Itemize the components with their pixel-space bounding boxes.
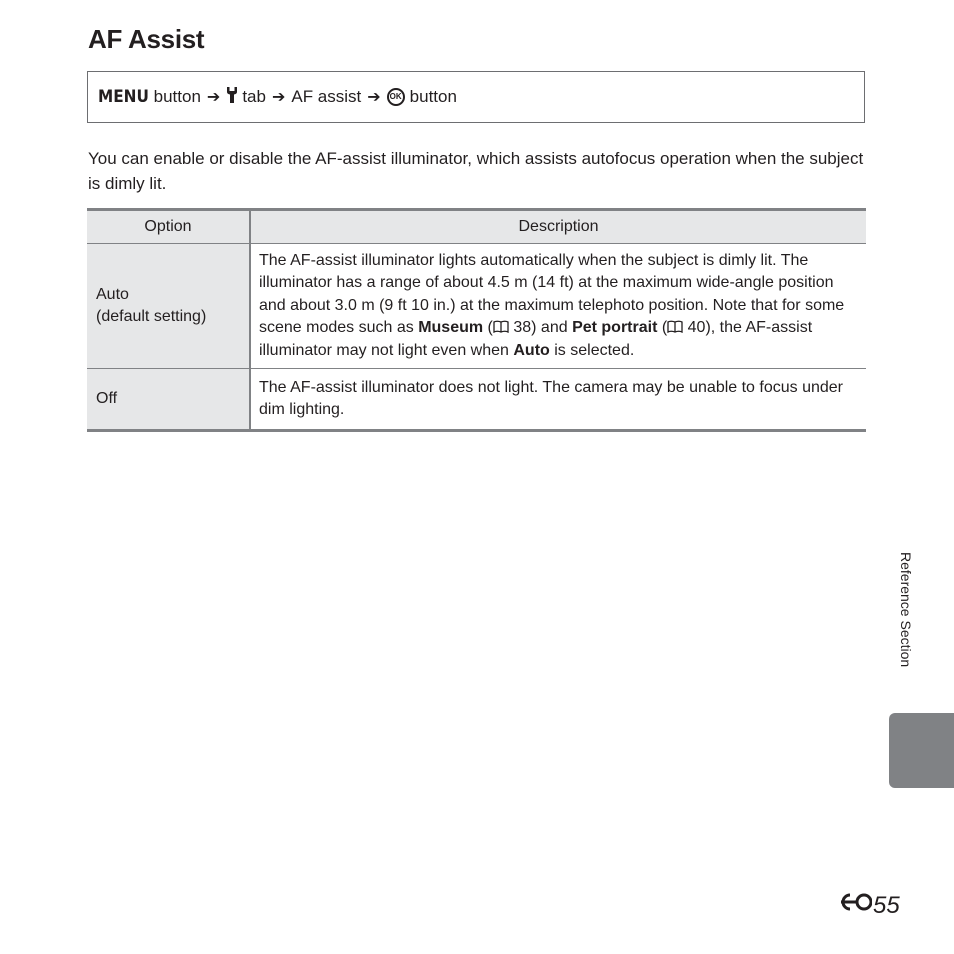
description-cell: The AF-assist illuminator lights automatically when the subject is dimly lit. The illuminator has a range of about 4.5 m (14 ft) at the maximum wide-angle position and about 3.0 m (9 ft 10 in.) at the maximum telephoto position. Note that for some scene modes such as Museum ( 38) and Pet portrait ( 40), the AF-assist illuminator may not light even when Auto is selected. <box>250 244 866 369</box>
desc-ref-page: 40 <box>687 319 706 337</box>
desc-text: is selected. <box>549 341 635 359</box>
book-reference-icon <box>493 319 509 336</box>
option-cell <box>87 369 250 431</box>
desc-bold-auto: Auto <box>513 341 550 359</box>
nav-button-text: button <box>153 87 201 106</box>
table-row <box>87 369 866 431</box>
option-cell <box>87 244 250 369</box>
desc-text: ) and <box>531 319 573 337</box>
wrench-tab-icon <box>226 86 238 109</box>
e-reference-icon <box>838 891 872 920</box>
table-row <box>87 244 866 369</box>
description-cell: The AF-assist illuminator does not light. The camera may be unable to focus under dim lighting. <box>250 369 866 431</box>
desc-text: ), the AF-assist illuminator may not light even when <box>259 319 813 359</box>
intro-paragraph: You can enable or disable the AF-assist illuminator, which assists autofocus operation when the subject is dimly lit. <box>88 149 864 193</box>
page-number-value: 55 <box>873 891 900 919</box>
nav-item-text: AF assist <box>291 87 362 106</box>
ok-button-icon: OK <box>387 88 405 106</box>
nav-button-text-2: button <box>409 87 457 106</box>
nav-tab-text: tab <box>242 87 266 106</box>
desc-bold-pet-portrait: Pet portrait <box>572 319 658 337</box>
right-arrow-icon: ➔ <box>206 89 221 106</box>
menu-navigation-path <box>87 71 865 123</box>
options-table <box>87 208 866 432</box>
option-name: Auto <box>96 285 129 303</box>
option-name: Off <box>96 389 118 407</box>
section-side-label: Reference Section <box>898 552 914 668</box>
page-number <box>838 891 900 920</box>
desc-text: The AF-assist illuminator lights automatically when the subject is dimly lit. The illuminator has a range of about 4.5 m (14 ft) at the maximum wide-angle position and about 3.0 m (9 ft 10 in.) at the maximum telephoto position. Note that for some scene modes such as <box>259 251 845 337</box>
book-reference-icon <box>667 319 683 336</box>
desc-ref-page: 38 <box>513 319 532 337</box>
section-tab-marker <box>889 713 954 788</box>
menu-key-label: MENU <box>98 87 149 107</box>
right-arrow-icon: ➔ <box>367 89 381 106</box>
desc-bold-museum: Museum <box>418 319 484 337</box>
header-option: Option <box>87 210 250 244</box>
table-header-row <box>87 210 866 244</box>
header-description: Description <box>250 210 866 244</box>
right-arrow-icon: ➔ <box>271 89 286 106</box>
page-title: AF Assist <box>88 24 205 54</box>
option-note: (default setting) <box>96 308 207 325</box>
